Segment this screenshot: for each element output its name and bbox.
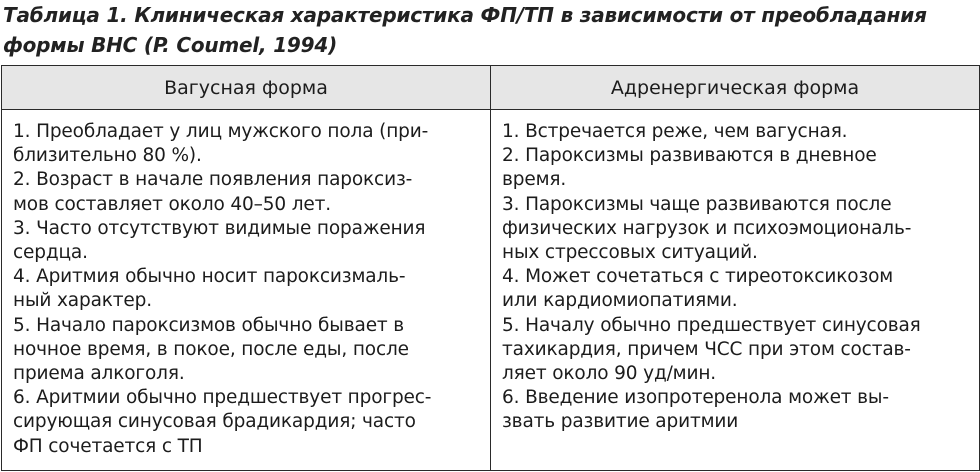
table-caption	[3, 0, 975, 60]
adrenergic-line: 3. Пароксизмы чаще развиваются после	[502, 193, 892, 215]
vagal-line: сердца.	[13, 242, 88, 264]
adrenergic-line: звать развитие аритмии	[502, 411, 739, 433]
vagal-line: ный характер.	[13, 290, 152, 312]
adrenergic-line: время.	[502, 169, 567, 191]
vagal-form-cell	[2, 110, 491, 471]
caption-citation: P. Coumel, 1994	[152, 33, 329, 57]
vagal-line: 5. Начало пароксизмов обычно бывает в	[13, 314, 405, 336]
comparison-table	[1, 65, 980, 471]
header-vagal-form: Вагусная форма	[2, 66, 491, 110]
adrenergic-line: 5. Началу обычно предшествует синусовая	[502, 314, 921, 336]
adrenergic-line: физических нагрузок и психоэмоциональ-	[502, 217, 912, 239]
vagal-line: ночное время, в покое, после еды, после	[13, 338, 409, 360]
vagal-line: приема алкоголя.	[13, 363, 185, 385]
vagal-line: 3. Часто отсутствуют видимые поражения	[13, 217, 426, 239]
vagal-line: ФП сочетается с ТП	[13, 435, 203, 457]
vagal-line: 4. Аритмия обычно носит пароксизмаль-	[13, 266, 406, 288]
vagal-line: 6. Аритмии обычно предшествует прогрес-	[13, 387, 432, 409]
vagal-line: 1. Преобладает у лиц мужского пола (при-	[13, 121, 429, 142]
caption-prefix: формы ВНС (	[3, 33, 153, 57]
vagal-line: близительно 80 %).	[13, 145, 202, 167]
adrenergic-line: 2. Пароксизмы развиваются в дневное	[502, 145, 877, 167]
adrenergic-line: тахикардия, причем ЧСС при этом состав-	[502, 338, 911, 360]
vagal-line: 2. Возраст в начале появления пароксиз-	[13, 169, 413, 191]
caption-suffix: )	[328, 33, 338, 57]
adrenergic-form-cell	[491, 110, 980, 471]
adrenergic-line: 4. Может сочетаться с тиреотоксикозом	[502, 266, 894, 288]
header-adrenergic-form: Адренергическая форма	[491, 66, 980, 110]
table-header-row	[2, 66, 980, 110]
vagal-line: сирующая синусовая брадикардия; часто	[13, 411, 416, 433]
caption-line-2	[3, 30, 975, 60]
adrenergic-line: ных стрессовых ситуаций.	[502, 242, 758, 264]
vagal-line: мов составляет около 40–50 лет.	[13, 193, 331, 215]
adrenergic-line: или кардиомиопатиями.	[502, 290, 738, 312]
caption-line-1: Таблица 1. Клиническая характеристика ФП/ТП в зависимости от преобладания	[3, 3, 927, 27]
adrenergic-line: 6. Введение изопротеренола может вы-	[502, 387, 889, 409]
adrenergic-line: 1. Встречается реже, чем вагусная.	[502, 121, 848, 142]
table-row	[2, 110, 980, 471]
adrenergic-line: ляет около 90 уд/мин.	[502, 363, 717, 385]
